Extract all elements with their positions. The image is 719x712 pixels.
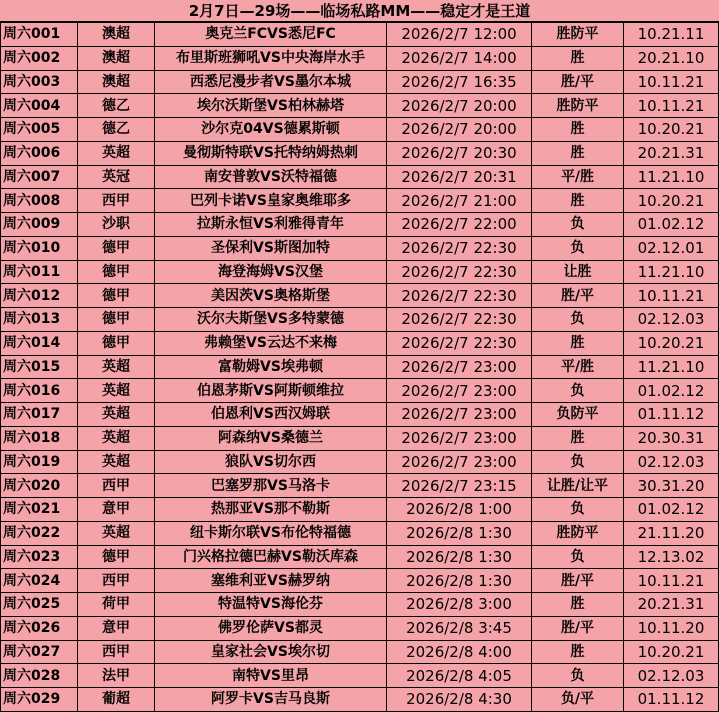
sheet-title: 2月7日—29场——临场私路MM——稳定才是王道: [0, 0, 719, 22]
prediction-pick: 负: [532, 545, 624, 569]
match-teams: 海登海姆VS汉堡: [155, 260, 387, 284]
score-prediction: 21.11.20: [624, 521, 719, 545]
prediction-pick: 胜: [532, 46, 624, 70]
score-prediction: 02.12.03: [624, 308, 719, 332]
table-row: [1, 94, 719, 118]
match-code: 周六024: [1, 569, 78, 593]
prediction-pick: 平/胜: [532, 165, 624, 189]
table-row: [1, 569, 719, 593]
match-code: 周六016: [1, 379, 78, 403]
league-name: 意甲: [78, 498, 155, 522]
score-prediction: 10.11.21: [624, 569, 719, 593]
prediction-pick: 负: [532, 450, 624, 474]
table-row: [1, 450, 719, 474]
kickoff-time: 2026/2/7 22:30: [387, 236, 532, 260]
match-code: 周六010: [1, 236, 78, 260]
league-name: 英超: [78, 403, 155, 427]
match-code: 周六009: [1, 213, 78, 237]
table-row: [1, 355, 719, 379]
table-row: [1, 426, 719, 450]
prediction-pick: 胜: [532, 141, 624, 165]
match-code: 周六006: [1, 141, 78, 165]
score-prediction: 12.13.02: [624, 545, 719, 569]
league-name: 西甲: [78, 640, 155, 664]
league-name: 德乙: [78, 94, 155, 118]
match-code: 周六007: [1, 165, 78, 189]
league-name: 葡超: [78, 688, 155, 712]
score-prediction: 10.20.21: [624, 118, 719, 142]
match-teams: 伯恩茅斯VS阿斯顿维拉: [155, 379, 387, 403]
match-code: 周六008: [1, 189, 78, 213]
prediction-pick: 胜防平: [532, 94, 624, 118]
match-teams: 阿罗卡VS吉马良斯: [155, 688, 387, 712]
match-code: 周六022: [1, 521, 78, 545]
prediction-pick: 胜/平: [532, 70, 624, 94]
prediction-pick: 胜: [532, 331, 624, 355]
kickoff-time: 2026/2/7 20:30: [387, 141, 532, 165]
table-row: [1, 688, 719, 712]
table-row: [1, 260, 719, 284]
match-code: 周六011: [1, 260, 78, 284]
kickoff-time: 2026/2/7 16:35: [387, 70, 532, 94]
match-teams: 沙尔克04VS德累斯顿: [155, 118, 387, 142]
match-code: 周六018: [1, 426, 78, 450]
prediction-pick: 胜/平: [532, 284, 624, 308]
prediction-pick: 胜: [532, 593, 624, 617]
match-code: 周六005: [1, 118, 78, 142]
match-code: 周六029: [1, 688, 78, 712]
match-teams: 纽卡斯尔联VS布伦特福德: [155, 521, 387, 545]
prediction-pick: 胜防平: [532, 521, 624, 545]
match-code: 周六019: [1, 450, 78, 474]
table-row: [1, 521, 719, 545]
kickoff-time: 2026/2/7 23:15: [387, 474, 532, 498]
kickoff-time: 2026/2/7 23:00: [387, 426, 532, 450]
match-code: 周六003: [1, 70, 78, 94]
match-code: 周六027: [1, 640, 78, 664]
match-teams: 佛罗伦萨VS都灵: [155, 616, 387, 640]
kickoff-time: 2026/2/8 4:05: [387, 664, 532, 688]
score-prediction: 11.21.10: [624, 355, 719, 379]
match-code: 周六021: [1, 498, 78, 522]
match-teams: 布里斯班狮吼VS中央海岸水手: [155, 46, 387, 70]
prediction-pick: 负: [532, 213, 624, 237]
kickoff-time: 2026/2/7 14:00: [387, 46, 532, 70]
prediction-pick: 胜: [532, 426, 624, 450]
table-row: [1, 213, 719, 237]
table-row: [1, 118, 719, 142]
match-teams: 沃尔夫斯堡VS多特蒙德: [155, 308, 387, 332]
match-teams: 狼队VS切尔西: [155, 450, 387, 474]
score-prediction: 11.21.10: [624, 260, 719, 284]
league-name: 澳超: [78, 70, 155, 94]
prediction-pick: 让胜/让平: [532, 474, 624, 498]
table-row: [1, 593, 719, 617]
table-row: [1, 498, 719, 522]
match-teams: 弗赖堡VS云达不来梅: [155, 331, 387, 355]
league-name: 西甲: [78, 189, 155, 213]
league-name: 法甲: [78, 664, 155, 688]
table-row: [1, 331, 719, 355]
score-prediction: 10.21.11: [624, 23, 719, 47]
kickoff-time: 2026/2/7 20:31: [387, 165, 532, 189]
match-teams: 圣保利VS斯图加特: [155, 236, 387, 260]
score-prediction: 20.21.31: [624, 141, 719, 165]
match-code: 周六028: [1, 664, 78, 688]
match-code: 周六026: [1, 616, 78, 640]
league-name: 德甲: [78, 545, 155, 569]
league-name: 英超: [78, 426, 155, 450]
match-teams: 伯恩利VS西汉姆联: [155, 403, 387, 427]
prediction-pick: 负: [532, 308, 624, 332]
kickoff-time: 2026/2/7 23:00: [387, 355, 532, 379]
kickoff-time: 2026/2/7 22:00: [387, 213, 532, 237]
league-name: 德甲: [78, 236, 155, 260]
match-code: 周六002: [1, 46, 78, 70]
score-prediction: 02.12.03: [624, 450, 719, 474]
kickoff-time: 2026/2/8 3:45: [387, 616, 532, 640]
table-row: [1, 46, 719, 70]
match-teams: 西悉尼漫步者VS墨尔本城: [155, 70, 387, 94]
match-teams: 特温特VS海伦芬: [155, 593, 387, 617]
score-prediction: 01.02.12: [624, 379, 719, 403]
prediction-pick: 胜/平: [532, 616, 624, 640]
league-name: 澳超: [78, 23, 155, 47]
score-prediction: 01.02.12: [624, 498, 719, 522]
league-name: 意甲: [78, 616, 155, 640]
table-row: [1, 70, 719, 94]
kickoff-time: 2026/2/7 21:00: [387, 189, 532, 213]
match-teams: 拉斯永恒VS利雅得青年: [155, 213, 387, 237]
match-teams: 巴塞罗那VS马洛卡: [155, 474, 387, 498]
kickoff-time: 2026/2/7 23:00: [387, 403, 532, 427]
score-prediction: 10.20.21: [624, 640, 719, 664]
match-teams: 门兴格拉德巴赫VS勒沃库森: [155, 545, 387, 569]
match-code: 周六020: [1, 474, 78, 498]
match-code: 周六001: [1, 23, 78, 47]
kickoff-time: 2026/2/8 1:30: [387, 569, 532, 593]
table-row: [1, 664, 719, 688]
league-name: 英超: [78, 379, 155, 403]
league-name: 英超: [78, 141, 155, 165]
prediction-pick: 负: [532, 664, 624, 688]
prediction-pick: 胜: [532, 189, 624, 213]
score-prediction: 20.30.31: [624, 426, 719, 450]
kickoff-time: 2026/2/7 12:00: [387, 23, 532, 47]
table-row: [1, 616, 719, 640]
league-name: 英超: [78, 450, 155, 474]
table-row: [1, 308, 719, 332]
match-teams: 热那亚VS那不勒斯: [155, 498, 387, 522]
match-teams: 巴列卡诺VS皇家奥维耶多: [155, 189, 387, 213]
table-row: [1, 640, 719, 664]
score-prediction: 11.21.10: [624, 165, 719, 189]
kickoff-time: 2026/2/7 23:00: [387, 450, 532, 474]
league-name: 英超: [78, 355, 155, 379]
score-prediction: 02.12.03: [624, 664, 719, 688]
table-row: [1, 545, 719, 569]
score-prediction: 01.11.12: [624, 403, 719, 427]
match-code: 周六012: [1, 284, 78, 308]
kickoff-time: 2026/2/7 20:00: [387, 118, 532, 142]
match-teams: 奥克兰FCVS悉尼FC: [155, 23, 387, 47]
league-name: 德甲: [78, 284, 155, 308]
league-name: 英冠: [78, 165, 155, 189]
prediction-pick: 负防平: [532, 403, 624, 427]
table-row: [1, 189, 719, 213]
match-code: 周六014: [1, 331, 78, 355]
score-prediction: 02.12.01: [624, 236, 719, 260]
match-code: 周六025: [1, 593, 78, 617]
league-name: 德甲: [78, 331, 155, 355]
league-name: 德甲: [78, 260, 155, 284]
kickoff-time: 2026/2/7 22:30: [387, 331, 532, 355]
score-prediction: 20.21.10: [624, 46, 719, 70]
table-row: [1, 474, 719, 498]
kickoff-time: 2026/2/7 20:00: [387, 94, 532, 118]
score-prediction: 10.11.21: [624, 284, 719, 308]
table-row: [1, 403, 719, 427]
match-code: 周六013: [1, 308, 78, 332]
league-name: 德乙: [78, 118, 155, 142]
league-name: 澳超: [78, 46, 155, 70]
match-teams: 皇家社会VS埃尔切: [155, 640, 387, 664]
table-row: [1, 165, 719, 189]
score-prediction: 10.11.21: [624, 94, 719, 118]
match-table: [0, 22, 719, 712]
prediction-pick: 胜: [532, 118, 624, 142]
score-prediction: 10.20.21: [624, 189, 719, 213]
match-code: 周六015: [1, 355, 78, 379]
table-row: [1, 23, 719, 47]
match-code: 周六023: [1, 545, 78, 569]
score-prediction: 10.20.21: [624, 331, 719, 355]
match-teams: 阿森纳VS桑德兰: [155, 426, 387, 450]
table-row: [1, 284, 719, 308]
prediction-pick: 胜/平: [532, 569, 624, 593]
kickoff-time: 2026/2/8 1:30: [387, 545, 532, 569]
prediction-pick: 胜防平: [532, 23, 624, 47]
kickoff-time: 2026/2/8 3:00: [387, 593, 532, 617]
kickoff-time: 2026/2/8 4:30: [387, 688, 532, 712]
kickoff-time: 2026/2/7 22:30: [387, 308, 532, 332]
table-row: [1, 379, 719, 403]
match-code: 周六017: [1, 403, 78, 427]
prediction-pick: 让胜: [532, 260, 624, 284]
match-teams: 美因茨VS奥格斯堡: [155, 284, 387, 308]
kickoff-time: 2026/2/7 22:30: [387, 260, 532, 284]
match-teams: 埃尔沃斯堡VS柏林赫塔: [155, 94, 387, 118]
kickoff-time: 2026/2/8 4:00: [387, 640, 532, 664]
match-teams: 曼彻斯特联VS托特纳姆热刺: [155, 141, 387, 165]
league-name: 荷甲: [78, 593, 155, 617]
league-name: 西甲: [78, 569, 155, 593]
match-table-body: [1, 23, 719, 712]
league-name: 西甲: [78, 474, 155, 498]
match-code: 周六004: [1, 94, 78, 118]
league-name: 英超: [78, 521, 155, 545]
prediction-pick: 负: [532, 236, 624, 260]
match-teams: 富勒姆VS埃弗顿: [155, 355, 387, 379]
kickoff-time: 2026/2/7 23:00: [387, 379, 532, 403]
league-name: 沙职: [78, 213, 155, 237]
score-prediction: 30.31.20: [624, 474, 719, 498]
score-prediction: 01.02.12: [624, 213, 719, 237]
match-teams: 南特VS里昂: [155, 664, 387, 688]
table-row: [1, 236, 719, 260]
kickoff-time: 2026/2/8 1:30: [387, 521, 532, 545]
prediction-pick: 胜: [532, 640, 624, 664]
kickoff-time: 2026/2/8 1:00: [387, 498, 532, 522]
prediction-pick: 平/胜: [532, 355, 624, 379]
score-prediction: 01.11.12: [624, 688, 719, 712]
score-prediction: 10.11.20: [624, 616, 719, 640]
score-prediction: 20.21.31: [624, 593, 719, 617]
table-row: [1, 141, 719, 165]
prediction-pick: 负: [532, 498, 624, 522]
score-prediction: 10.11.21: [624, 70, 719, 94]
prediction-pick: 负: [532, 379, 624, 403]
match-teams: 塞维利亚VS赫罗纳: [155, 569, 387, 593]
prediction-pick: 负/平: [532, 688, 624, 712]
match-teams: 南安普敦VS沃特福德: [155, 165, 387, 189]
kickoff-time: 2026/2/7 22:30: [387, 284, 532, 308]
league-name: 德甲: [78, 308, 155, 332]
